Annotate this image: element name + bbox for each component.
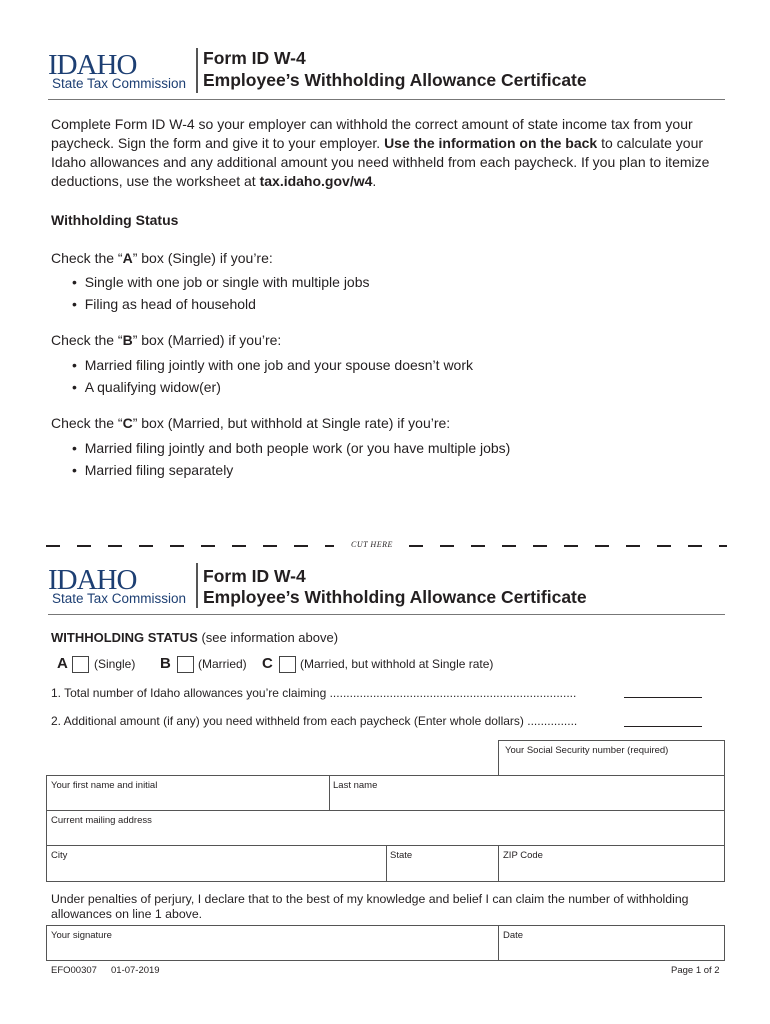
last-name-label: Last name: [333, 780, 378, 791]
page-number: Page 1 of 2: [671, 965, 720, 976]
idaho-logo-word-2: IDAHO: [48, 564, 137, 596]
intro-paragraph: [51, 115, 727, 191]
intro-text-2: to calculate your Idaho allowances and any additional amount you need withheld from each paycheck. If you plan to itemize deductions, use the worksheet at: [51, 135, 710, 189]
form-revision-date: 01-07-2019: [111, 965, 160, 976]
city-label: City: [51, 850, 68, 861]
status-b-bullet-2: • A qualifying widow(er): [72, 379, 221, 395]
status-c-intro: Check the “C” box (Married, but withhold at Single rate) if you’re:: [51, 415, 451, 431]
signature-label: Your signature: [51, 930, 112, 941]
allowances-input[interactable]: [624, 697, 702, 698]
form-id-title-2: Form ID W-4: [203, 566, 306, 586]
form-title: Employee’s Withholding Allowance Certificate: [203, 70, 587, 90]
first-name-label: Your first name and initial: [51, 780, 158, 791]
status-b-bullet-1: • Married filing jointly with one job and your spouse doesn’t work: [72, 357, 474, 373]
single-checkbox[interactable]: [72, 656, 89, 673]
city-field[interactable]: [47, 846, 386, 881]
zip-label: ZIP Code: [503, 850, 543, 861]
option-b-letter: B: [160, 655, 171, 672]
cut-here-label: CUT HERE: [351, 540, 393, 549]
ssn-field[interactable]: [498, 740, 725, 776]
first-name-field[interactable]: [47, 776, 329, 810]
idaho-logo-subtitle-2: State Tax Commission: [52, 591, 187, 606]
status-c-bullet-1: • Married filing jointly and both people work (or you have multiple jobs): [72, 440, 511, 456]
married-checkbox[interactable]: [177, 656, 194, 673]
option-a-letter: A: [57, 655, 68, 672]
married-single-rate-checkbox[interactable]: [279, 656, 296, 673]
option-c-label: (Married, but withhold at Single rate): [300, 657, 494, 671]
line-1-label: 1. Total number of Idaho allowances you’re claiming ..........................................................................: [51, 686, 577, 700]
perjury-declaration: Under penalties of perjury, I declare that to the best of my knowledge and belief I can claim the number of withholding allowances on line 1 above.: [51, 892, 689, 921]
address-label: Current mailing address: [51, 815, 152, 826]
status-heading: Withholding Status: [51, 212, 179, 228]
mailing-address-field[interactable]: [47, 811, 724, 845]
zip-field[interactable]: [499, 846, 724, 881]
status-a-bullet-2: • Filing as head of household: [72, 296, 256, 312]
date-field[interactable]: [499, 926, 724, 960]
cut-line-right: [409, 545, 727, 547]
form-status-heading: WITHHOLDING STATUS (see information above): [51, 630, 339, 645]
header-rule: [48, 99, 725, 100]
date-label: Date: [503, 930, 524, 941]
idaho-logo-subtitle: State Tax Commission: [52, 76, 187, 91]
intro-text-1: Complete Form ID W-4 so your employer can withhold the correct amount of state income tax from your paycheck. Sign the form and give it to your employer.: [51, 116, 693, 151]
idaho-logo-word: IDAHO: [48, 49, 137, 81]
state-field[interactable]: [387, 846, 498, 881]
intro-bold-text: Use the information on the back: [384, 135, 598, 151]
additional-amount-input[interactable]: [624, 726, 702, 727]
cut-line-left: [46, 545, 334, 547]
option-b-label: (Married): [198, 657, 247, 671]
last-name-field[interactable]: [330, 776, 724, 810]
form-code: EFO00307: [51, 965, 97, 976]
line-2-label: 2. Additional amount (if any) you need withheld from each paycheck (Enter whole dollars) ...............: [51, 714, 578, 728]
intro-end: .: [372, 173, 377, 189]
header-divider-2: [196, 563, 198, 608]
status-a-intro: Check the “A” box (Single) if you’re:: [51, 250, 273, 266]
status-b-intro: Check the “B” box (Married) if you’re:: [51, 332, 282, 348]
status-c-bullet-2: • Married filing separately: [72, 462, 234, 478]
signature-field[interactable]: [47, 926, 498, 960]
intro-link[interactable]: tax.idaho.gov/w4: [259, 173, 373, 189]
option-c-letter: C: [262, 655, 273, 672]
header-divider: [196, 48, 198, 93]
option-a-label: (Single): [94, 657, 136, 671]
form-title-2: Employee’s Withholding Allowance Certificate: [203, 587, 587, 607]
form-id-title: Form ID W-4: [203, 48, 306, 68]
ssn-label: Your Social Security number (required): [505, 745, 669, 756]
header-rule-2: [48, 614, 725, 615]
state-label: State: [390, 850, 413, 861]
status-a-bullet-1: • Single with one job or single with multiple jobs: [72, 274, 370, 290]
